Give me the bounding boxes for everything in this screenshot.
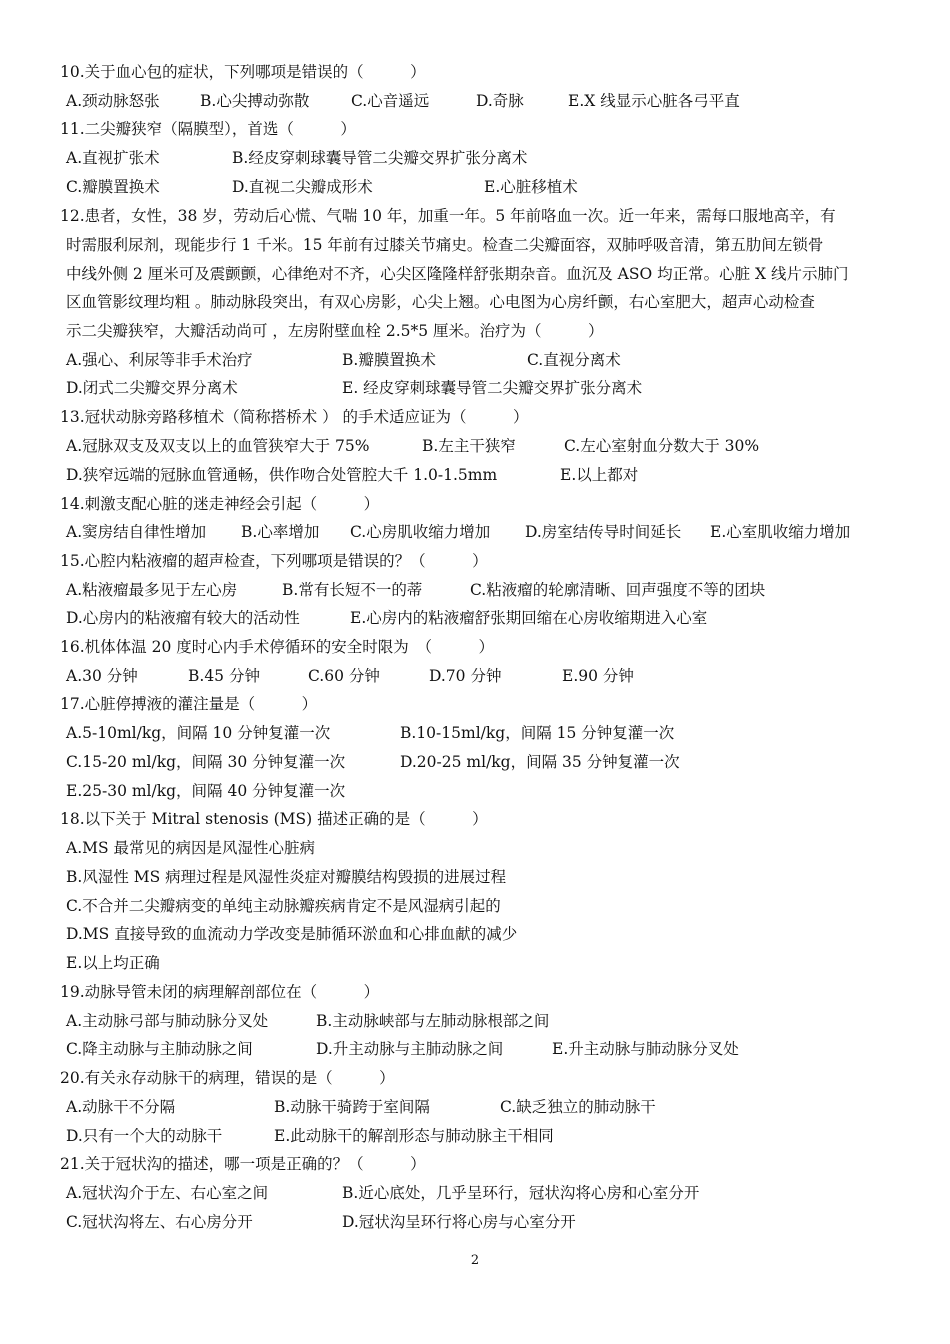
q10-option-a: A.颈动脉怒张 [66,92,160,110]
page-number: 2 [470,1253,480,1268]
q18-option-e: E.以上均正确 [66,954,160,972]
q11-option-b: B.经皮穿刺球囊导管二尖瓣交界扩张分离术 [232,149,528,167]
q10-stem: 10.关于血心包的症状，下列哪项是错误的（ ） [60,63,426,81]
q19-option-b: B.主动脉峡部与左肺动脉根部之间 [316,1012,550,1030]
q16-option-d: D.70 分钟 [429,667,502,685]
q16-option-a: A.30 分钟 [66,667,138,685]
q20-stem: 20.有关永存动脉干的病理，错误的是（ ） [60,1069,395,1087]
q18-option-c: C.不合并二尖瓣病变的单纯主动脉瓣疾病肯定不是风湿病引起的 [66,897,501,915]
q19-option-d: D.升主动脉与主肺动脉之间 [316,1040,504,1058]
q15-option-b: B.常有长短不一的蒂 [282,581,423,599]
q14-option-d: D.房室结传导时间延长 [525,523,682,541]
q12-stem-line-4: 区血管影纹理均粗 。肺动脉段突出，有双心房影，心尖上翘。心电图为心房纤颤，右心室肥大，超声心动检查 [66,293,815,311]
q15-option-c: C.粘液瘤的轮廓清晰、回声强度不等的团块 [470,581,766,599]
q12-option-a: A.强心、利尿等非手术治疗 [66,351,253,369]
q21-option-a: A.冠状沟介于左、右心室之间 [66,1184,269,1202]
q10-option-e: E.X 线显示心脏各弓平直 [568,92,740,110]
q21-option-b: B.近心底处，几乎呈环行，冠状沟将心房和心室分开 [342,1184,700,1202]
q18-stem: 18.以下关于 Mitral stenosis (MS) 描述正确的是（ ） [60,810,488,828]
q21-stem: 21.关于冠状沟的描述，哪一项是正确的？（ ） [60,1155,426,1173]
q12-stem-line-3: 中线外侧 2 厘米可及震颤颤，心律绝对不齐，心尖区隆隆样舒张期杂音。血沉及 ASO 均正常。心脏 X 线片示肺门 [66,265,849,283]
q13-option-b: B.左主干狭窄 [422,437,516,455]
q20-option-e: E.此动脉干的解剖形态与肺动脉主干相同 [274,1127,554,1145]
q14-option-b: B.心率增加 [241,523,320,541]
q16-stem: 16.机体体温 20 度时心内手术停循环的安全时限为 （ ） [60,638,494,656]
q11-option-c: C.瓣膜置换术 [66,178,160,196]
q17-stem: 17.心脏停搏液的灌注量是（ ） [60,695,318,713]
q13-option-d: D.狭窄远端的冠脉血管通畅，供作吻合处管腔大千 1.0-1.5mm [66,466,498,484]
q17-option-b: B.10-15ml/kg，间隔 15 分钟复灌一次 [400,724,675,742]
q19-option-e: E.升主动脉与肺动脉分叉处 [552,1040,739,1058]
q13-option-e: E.以上都对 [560,466,639,484]
q20-option-b: B.动脉干骑跨于室间隔 [274,1098,430,1116]
q15-stem: 15.心腔内粘液瘤的超声检查，下列哪项是错误的？（ ） [60,552,488,570]
q16-option-e: E.90 分钟 [562,667,634,685]
q20-option-c: C.缺乏独立的肺动脉干 [500,1098,656,1116]
q18-option-b: B.风湿性 MS 病理过程是风湿性炎症对瓣膜结构毁损的进展过程 [66,868,507,886]
q15-option-e: E.心房内的粘液瘤舒张期回缩在心房收缩期进入心室 [350,609,708,627]
q14-stem: 14.刺激支配心脏的迷走神经会引起（ ） [60,495,380,513]
q16-option-b: B.45 分钟 [188,667,260,685]
q12-stem-line-2: 时需服利尿剂，现能步行 1 千米。15 年前有过膝关节痛史。检查二尖瓣面容，双肺呼吸音清，第五肋间左锁骨 [66,236,824,254]
q16-option-c: C.60 分钟 [308,667,380,685]
q14-option-a: A.窦房结自律性增加 [66,523,207,541]
q13-stem: 13.冠状动脉旁路移植术（简称搭桥术 ） 的手术适应证为（ ） [60,408,529,426]
q11-option-a: A.直视扩张术 [66,149,160,167]
q14-option-c: C.心房肌收缩力增加 [350,523,491,541]
q13-option-c: C.左心室射血分数大于 30% [564,437,760,455]
q19-option-c: C.降主动脉与主肺动脉之间 [66,1040,253,1058]
q12-option-c: C.直视分离术 [527,351,621,369]
q17-option-c: C.15-20 ml/kg，间隔 30 分钟复灌一次 [66,753,346,771]
q11-stem: 11.二尖瓣狭窄（隔膜型），首选（ ） [60,120,356,138]
q12-option-e: E. 经皮穿刺球囊导管二尖瓣交界扩张分离术 [342,379,643,397]
q15-option-d: D.心房内的粘液瘤有较大的活动性 [66,609,300,627]
q21-option-c: C.冠状沟将左、右心房分开 [66,1213,253,1231]
q19-stem: 19.动脉导管未闭的病理解剖部位在（ ） [60,983,380,1001]
q10-option-c: C.心音遥远 [351,92,430,110]
q17-option-a: A.5-10ml/kg，间隔 10 分钟复灌一次 [66,724,331,742]
q14-option-e: E.心室肌收缩力增加 [710,523,851,541]
q18-option-d: D.MS 直接导致的血流动力学改变是肺循环淤血和心排血献的减少 [66,925,518,943]
q19-option-a: A.主动脉弓部与肺动脉分叉处 [66,1012,269,1030]
q13-option-a: A.冠脉双支及双支以上的血管狭窄大于 75% [66,437,370,455]
q10-option-d: D.奇脉 [476,92,524,110]
q12-option-b: B.瓣膜置换术 [342,351,436,369]
q12-stem-line-1: 12.患者，女性，38 岁，劳动后心慌、气喘 10 年，加重一年。5 年前咯血一次。近一年来，需每口服地高辛，有 [60,207,836,225]
q18-option-a: A.MS 最常见的病因是风湿性心脏病 [66,839,316,857]
q11-option-e: E.心脏移植术 [484,178,578,196]
q12-option-d: D.闭式二尖瓣交界分离术 [66,379,238,397]
q12-stem-line-5: 示二尖瓣狭窄，大瓣活动尚可 ，左房附壁血栓 2.5*5 厘米。治疗为（ ） [66,322,604,340]
q21-option-d: D.冠状沟呈环行将心房与心室分开 [342,1213,576,1231]
q20-option-d: D.只有一个大的动脉干 [66,1127,223,1145]
q10-option-b: B.心尖搏动弥散 [200,92,310,110]
q15-option-a: A.粘液瘤最多见于左心房 [66,581,238,599]
q17-option-d: D.20-25 ml/kg，间隔 35 分钟复灌一次 [400,753,680,771]
q17-option-e: E.25-30 ml/kg，间隔 40 分钟复灌一次 [66,782,346,800]
q11-option-d: D.直视二尖瓣成形术 [232,178,373,196]
q20-option-a: A.动脉干不分隔 [66,1098,176,1116]
